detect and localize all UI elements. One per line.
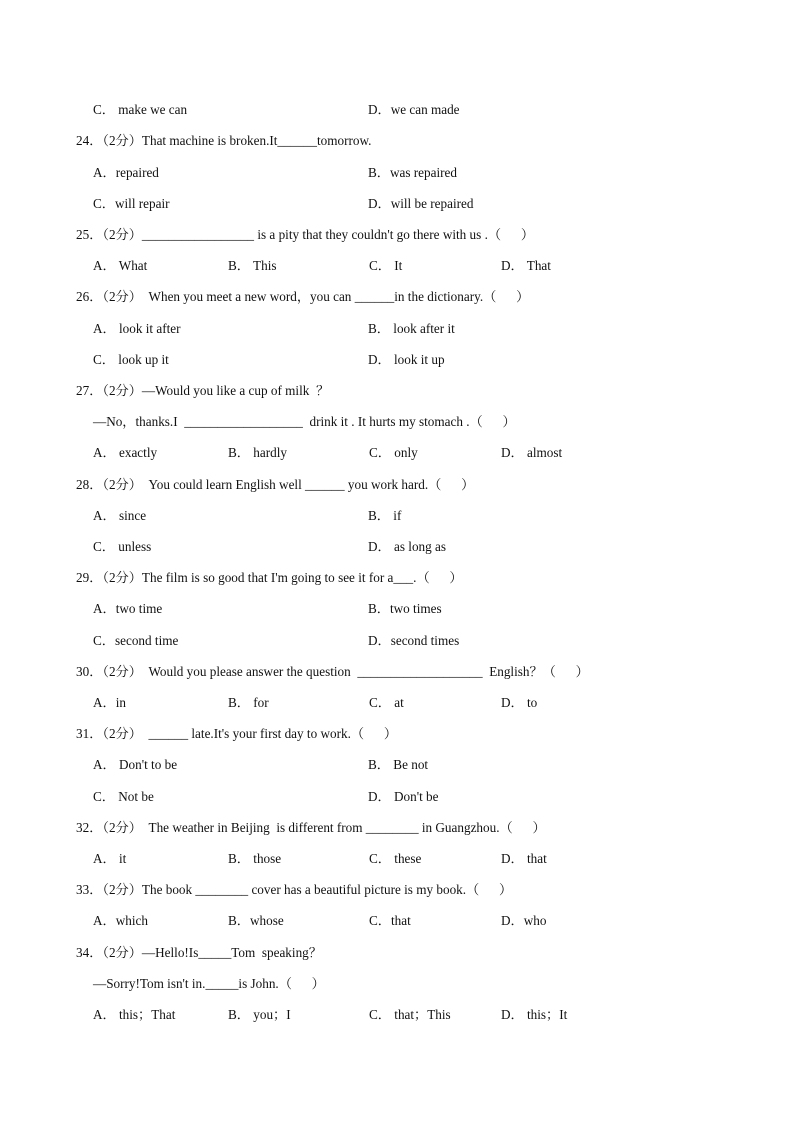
q28-option-c[interactable]: C． unless — [93, 539, 152, 554]
q27-stem: 27．（2分）—Would you like a cup of milk ？ — [76, 383, 330, 398]
q26-stem: 26．（2分） When you meet a new word，you can ______in the dictionary.（ ） — [76, 289, 530, 304]
q25-option-b[interactable]: B． This — [228, 258, 277, 273]
q27-option-c[interactable]: C． only — [369, 445, 418, 460]
q32-option-c[interactable]: C． these — [369, 851, 422, 866]
q28-option-a[interactable]: A． since — [93, 508, 147, 523]
q27-reply: —No，thanks.I __________________ drink it . It hurts my stomach .（ ） — [93, 414, 516, 429]
q27-options-row — [93, 443, 754, 463]
q25-options-row — [93, 256, 754, 276]
q34-option-c[interactable]: C． that；This — [369, 1007, 451, 1022]
q26-option-b[interactable]: B． look after it — [368, 321, 455, 336]
q26-option-d[interactable]: D． look it up — [368, 352, 445, 367]
q28-options-row-2 — [93, 537, 754, 557]
q32-option-a[interactable]: A． it — [93, 851, 127, 866]
q33-option-b[interactable]: B．whose — [228, 913, 284, 928]
q24-option-d[interactable]: D．will be repaired — [368, 196, 474, 211]
q26-options-row-2 — [93, 350, 754, 370]
q34-reply: —Sorry!Tom isn't in._____is John.（ ） — [93, 976, 325, 991]
q23-option-c[interactable]: C． make we can — [93, 102, 188, 117]
q30-option-b[interactable]: B． for — [228, 695, 269, 710]
q33-stem: 33．（2分）The book ________ cover has a beautiful picture is my book.（ ） — [76, 882, 513, 897]
q29-options-row-1 — [93, 599, 754, 619]
q29-stem: 29．（2分）The film is so good that I'm going to see it for a___.（ ） — [76, 570, 463, 585]
q32-option-d[interactable]: D． that — [501, 851, 547, 866]
q23-options-row-2 — [93, 100, 754, 120]
q34-options-row — [93, 1005, 754, 1025]
q31-option-d[interactable]: D． Don't be — [368, 789, 439, 804]
q31-option-c[interactable]: C． Not be — [93, 789, 154, 804]
q27-option-b[interactable]: B． hardly — [228, 445, 287, 460]
q31-option-a[interactable]: A． Don't to be — [93, 757, 178, 772]
q28-option-d[interactable]: D． as long as — [368, 539, 447, 554]
q25-stem: 25．（2分）_________________ is a pity that they couldn't go there with us .（ ） — [76, 227, 535, 242]
q34-stem: 34．（2分）—Hello!Is_____Tom speaking？ — [76, 945, 322, 960]
q24-option-b[interactable]: B．was repaired — [368, 165, 457, 180]
q27-option-a[interactable]: A． exactly — [93, 445, 158, 460]
q30-stem: 30．（2分） Would you please answer the question ___________________ English？（ ） — [76, 664, 589, 679]
q28-stem: 28．（2分） You could learn English well ______ you work hard.（ ） — [76, 477, 475, 492]
q34-option-b[interactable]: B． you；I — [228, 1007, 291, 1022]
q31-stem: 31．（2分） ______ late.It's your first day to work.（ ） — [76, 726, 398, 741]
q27-option-d[interactable]: D． almost — [501, 445, 563, 460]
q32-stem: 32．（2分） The weather in Beijing is different from ________ in Guangzhou.（ ） — [76, 820, 546, 835]
q33-option-a[interactable]: A．which — [93, 913, 148, 928]
q30-options-row — [93, 693, 754, 713]
q31-option-b[interactable]: B． Be not — [368, 757, 429, 772]
q25-option-c[interactable]: C． It — [369, 258, 403, 273]
q24-options-row-2 — [93, 194, 754, 214]
q25-option-d[interactable]: D． That — [501, 258, 551, 273]
q24-options-row-1 — [93, 163, 754, 183]
q24-stem: 24．（2分）That machine is broken.It______tomorrow. — [76, 133, 372, 148]
q26-option-a[interactable]: A． look it after — [93, 321, 181, 336]
q30-option-a[interactable]: A．in — [93, 695, 126, 710]
q29-option-b[interactable]: B．two times — [368, 601, 442, 616]
q33-options-row — [93, 911, 754, 931]
q30-option-c[interactable]: C． at — [369, 695, 404, 710]
q26-option-c[interactable]: C． look up it — [93, 352, 169, 367]
q30-option-d[interactable]: D． to — [501, 695, 538, 710]
q33-option-d[interactable]: D．who — [501, 913, 547, 928]
q34-option-a[interactable]: A． this；That — [93, 1007, 176, 1022]
q31-options-row-2 — [93, 787, 754, 807]
q32-option-b[interactable]: B． those — [228, 851, 282, 866]
q24-option-a[interactable]: A．repaired — [93, 165, 159, 180]
q23-option-d[interactable]: D．we can made — [368, 102, 460, 117]
q29-option-a[interactable]: A．two time — [93, 601, 163, 616]
q29-option-d[interactable]: D．second times — [368, 633, 460, 648]
q31-options-row-1 — [93, 755, 754, 775]
q32-options-row — [93, 849, 754, 869]
q33-option-c[interactable]: C．that — [369, 913, 411, 928]
q34-option-d[interactable]: D． this；It — [501, 1007, 568, 1022]
q28-options-row-1 — [93, 506, 754, 526]
q28-option-b[interactable]: B． if — [368, 508, 402, 523]
q24-option-c[interactable]: C．will repair — [93, 196, 170, 211]
q29-option-c[interactable]: C．second time — [93, 633, 179, 648]
q26-options-row-1 — [93, 319, 754, 339]
q29-options-row-2 — [93, 631, 754, 651]
q25-option-a[interactable]: A． What — [93, 258, 148, 273]
